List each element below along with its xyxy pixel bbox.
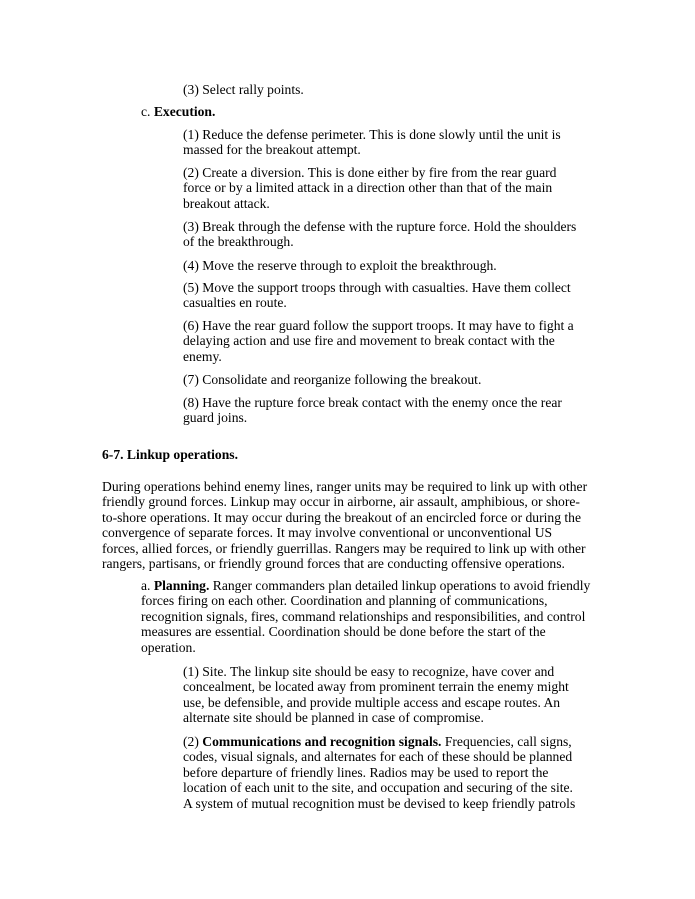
execution-item-6: (6) Have the rear guard follow the support troops. It may have to fight a delaying action and use fire and movement to break contact with the enemy. xyxy=(183,318,574,364)
execution-heading xyxy=(141,104,591,119)
planning-heading: Planning. xyxy=(153,578,210,593)
execution-item-1: (1) Reduce the defense perimeter. This is done slowly until the unit is massed for the breakout attempt. xyxy=(183,127,561,158)
planning-prefix: a. xyxy=(141,578,154,593)
execution-item-5: (5) Move the support troops through with casualties. Have them collect casualties en route. xyxy=(183,280,571,311)
communications-text: Frequencies, call signs, codes, visual signals, and alternates for each of these should be planned before departure of friendly lines. Radios may be used to report the location of each unit to the site, and occupation and securing of the site. A system of mutual recognition must be devised to keep friendly patrols xyxy=(183,734,576,811)
execution-item-4: (4) Move the reserve through to exploit the breakthrough. xyxy=(183,258,497,273)
execution-item-3: (3) Break through the defense with the rupture force. Hold the shoulders of the breakthrough. xyxy=(183,219,577,250)
rally-points-item: (3) Select rally points. xyxy=(183,82,304,97)
section-intro: During operations behind enemy lines, ranger units may be required to link up with other friendly ground forces. Linkup may occur in airborne, air assault, amphibious, or shore-to-shore operations. It may occur during the breakout of an encircled force or during the convergence of separate forces. It may involve conventional or unconventional US forces, allied forces, or friendly guerrillas. Rangers may be required to link up with other rangers, partisans, or friendly ground forces that are conducting offensive operations. xyxy=(102,479,588,572)
communications-prefix: (2) xyxy=(183,734,203,749)
execution-item-8: (8) Have the rupture force break contact with the enemy once the rear guard joins. xyxy=(183,395,562,426)
execution-item-2: (2) Create a diversion. This is done either by fire from the rear guard force or by a limited attack in a direction other than that of the main breakout attack. xyxy=(183,165,557,211)
section-heading-text: 6-7. Linkup operations. xyxy=(102,447,238,462)
site-paragraph: (1) Site. The linkup site should be easy to recognize, have cover and concealment, be located away from prominent terrain the enemy might use, be defensible, and provide multiple access and escape routes. An alternate site should be planned in case of compromise. xyxy=(183,664,569,726)
planning-paragraph xyxy=(141,578,591,655)
execution-heading-text: Execution. xyxy=(153,104,216,119)
communications-paragraph xyxy=(183,734,583,811)
planning-text: Ranger commanders plan detailed linkup operations to avoid friendly forces firing on each other. Coordination and planning of communications, recognition signals, fires, command relationships and responsibilities, and control measures are essential. Coordination should be done before the start of the operation. xyxy=(141,578,591,655)
execution-item-7: (7) Consolidate and reorganize following the breakout. xyxy=(183,372,482,387)
communications-heading: Communications and recognition signals. xyxy=(202,734,442,749)
execution-prefix: c. xyxy=(141,104,154,119)
section-heading xyxy=(102,447,592,462)
